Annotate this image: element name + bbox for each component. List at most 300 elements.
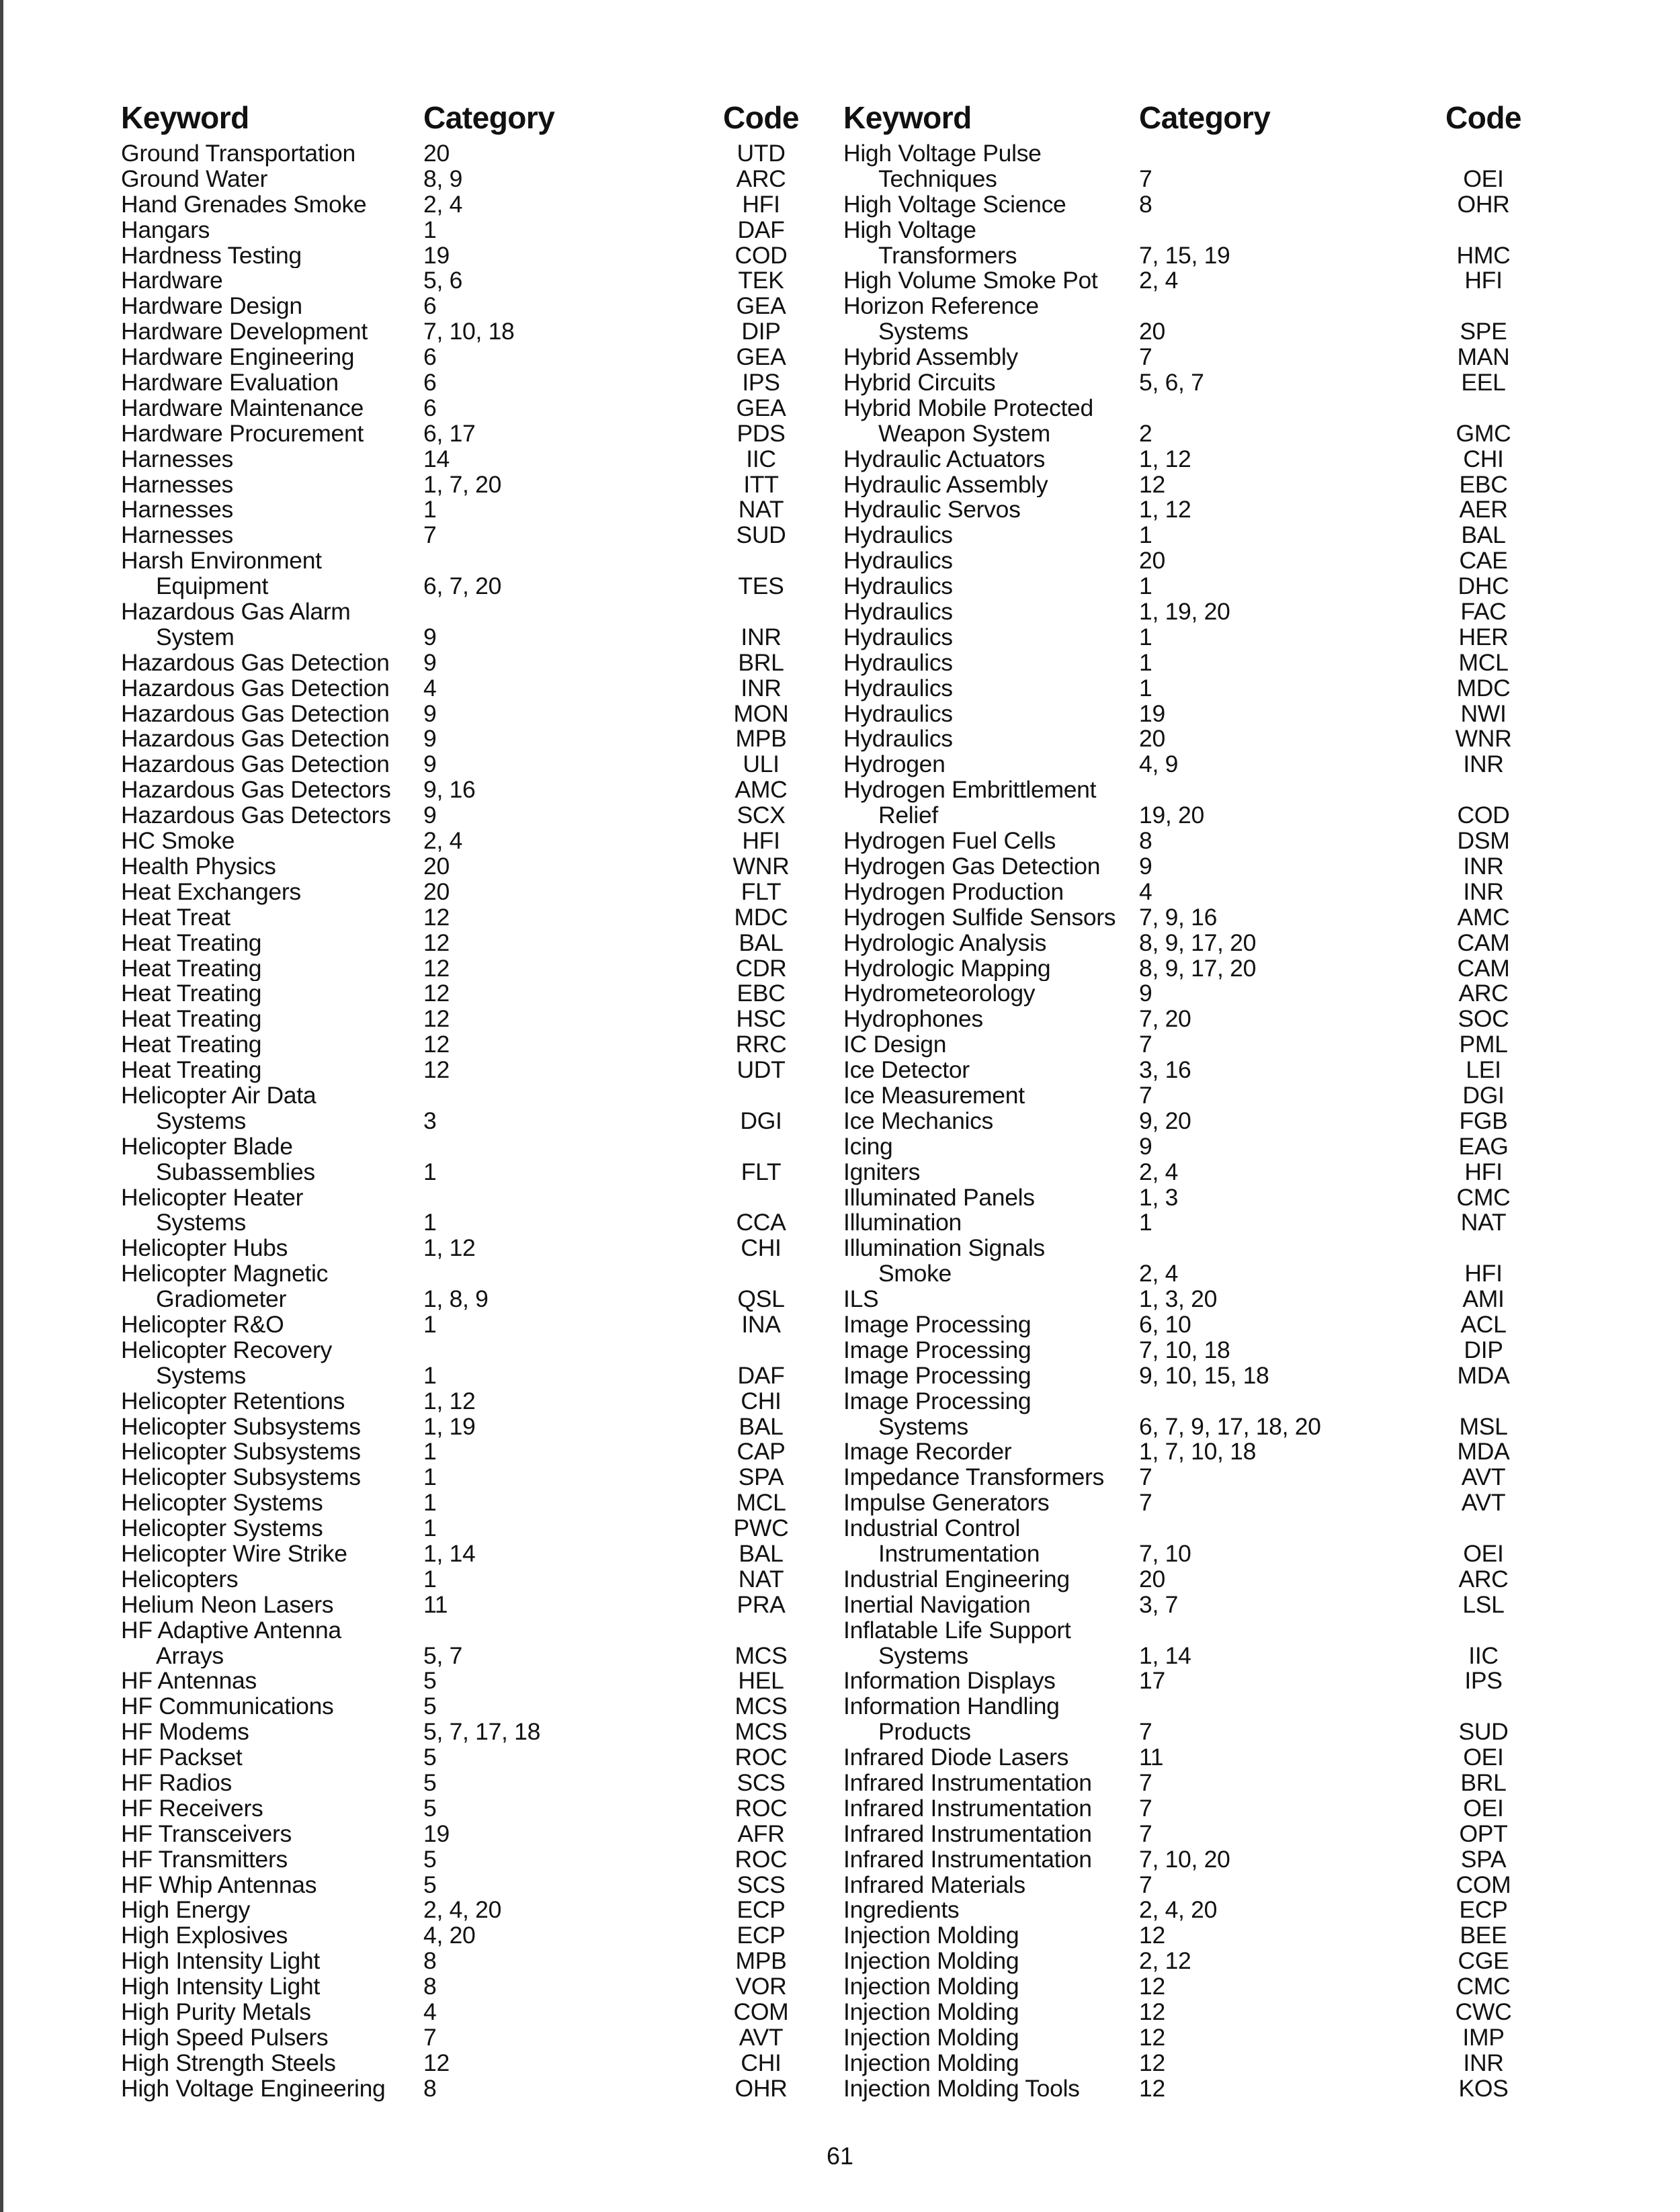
index-entry-row — [121, 1644, 816, 1669]
entry-keyword: High Voltage Science — [843, 192, 1066, 218]
entry-category: 7 — [1139, 1082, 1152, 1109]
index-entry-row — [121, 319, 816, 345]
entry-category: 7 — [1139, 1490, 1152, 1517]
entry-code: FLT — [741, 878, 782, 905]
entry-code: CGE — [1458, 1947, 1509, 1975]
entry-keyword: Infrared Instrumentation — [843, 1846, 1092, 1873]
entry-keyword: Infrared Instrumentation — [843, 1821, 1092, 1847]
entry-keyword: Helicopter Retentions — [121, 1388, 345, 1414]
entry-code: HSC — [736, 1005, 786, 1033]
index-entry-row — [843, 880, 1546, 905]
entry-code: BRL — [1460, 1769, 1507, 1796]
index-entry-row — [121, 1745, 816, 1771]
index-entry-row — [121, 1822, 816, 1847]
entry-code: NWI — [1460, 699, 1507, 727]
index-entry-row — [843, 1847, 1546, 1873]
index-entry-row — [843, 2051, 1546, 2076]
index-entry-row — [121, 2000, 816, 2025]
index-entry-row — [121, 1592, 816, 1618]
index-entry-row — [121, 1389, 816, 1414]
entry-code — [1421, 1236, 1546, 1261]
index-entry-row — [843, 1058, 1546, 1083]
entry-keyword: Injection Molding — [843, 1974, 1019, 2000]
entry-keyword: HF Antennas — [121, 1668, 257, 1695]
entry-category: 1 — [423, 1566, 437, 1592]
entry-category: 7, 10, 18 — [1139, 1337, 1230, 1363]
index-entry-row — [843, 1949, 1546, 1974]
entry-code: MDC — [734, 903, 788, 931]
entry-code: CDR — [735, 954, 787, 982]
index-entry-row — [843, 345, 1546, 370]
index-entry-row — [843, 956, 1546, 982]
entry-code: COM — [1456, 1871, 1511, 1898]
index-entry-row — [121, 956, 816, 982]
entry-code: CMC — [1456, 1183, 1511, 1211]
entry-category: 4 — [423, 675, 437, 701]
entry-keyword: Systems — [156, 1363, 247, 1389]
entry-keyword: Helicopter Blade — [121, 1134, 293, 1160]
entry-keyword: Hazardous Gas Detectors — [121, 803, 391, 829]
entry-keyword: Hydraulics — [843, 701, 953, 727]
entry-code: FGB — [1459, 1107, 1508, 1134]
index-entry-row — [121, 1083, 816, 1109]
index-entry-row — [121, 1694, 816, 1719]
index-entry-row — [843, 1210, 1546, 1236]
entry-keyword: Image Processing — [843, 1388, 1032, 1414]
entry-category: 6, 7, 20 — [423, 574, 502, 600]
entry-code — [1421, 777, 1546, 803]
entry-category: 9 — [423, 726, 437, 753]
entry-keyword: Hydraulics — [843, 726, 953, 753]
entry-category: 12 — [1139, 472, 1165, 498]
entry-code — [1421, 294, 1546, 319]
entry-category: 1 — [1139, 1210, 1152, 1236]
index-entry-row — [843, 1134, 1546, 1160]
entry-keyword: High Strength Steels — [121, 2050, 336, 2076]
entry-code: KOS — [1458, 2074, 1509, 2102]
index-entry-row — [121, 1796, 816, 1822]
index-entry-row — [843, 625, 1546, 650]
entry-category — [423, 548, 706, 574]
entry-keyword: Impedance Transformers — [843, 1465, 1105, 1491]
entry-category: 1 — [423, 217, 437, 243]
entry-category: 19 — [423, 1821, 450, 1847]
entry-keyword: Heat Treating — [121, 981, 262, 1007]
entry-code: ROC — [734, 1744, 788, 1771]
entry-category: 7 — [1139, 1795, 1152, 1822]
index-entry-row — [843, 1694, 1546, 1719]
entry-category: 12 — [423, 1007, 450, 1033]
entry-code: INA — [741, 1310, 781, 1338]
scan-edge — [0, 0, 3, 2212]
entry-keyword: Hazardous Gas Detection — [121, 726, 390, 753]
entry-code: IPS — [1464, 1667, 1503, 1695]
index-entry-row — [121, 218, 816, 243]
entry-code: OEI — [1463, 165, 1504, 192]
entry-category: 6 — [423, 345, 437, 371]
entry-category: 1, 19, 20 — [1139, 599, 1230, 625]
index-entry-row — [121, 1873, 816, 1898]
index-entry-row — [843, 1261, 1546, 1287]
entry-category: 9 — [423, 650, 437, 676]
entry-category: 8, 9, 17, 20 — [1139, 955, 1257, 982]
entry-code: ECP — [1459, 1896, 1508, 1924]
entry-keyword: High Voltage Pulse — [843, 141, 1042, 167]
entry-category: 1 — [1139, 574, 1152, 600]
entry-code: BAL — [1461, 521, 1506, 549]
entry-code: FLT — [741, 1158, 782, 1185]
entry-code — [1421, 141, 1546, 167]
index-entry-row — [121, 1974, 816, 2000]
entry-category: 1, 8, 9 — [423, 1287, 489, 1312]
entry-keyword: Heat Treating — [121, 1058, 262, 1083]
entry-keyword: Systems — [156, 1210, 247, 1236]
entry-category: 2, 4 — [1139, 1261, 1179, 1287]
entry-category: 4, 20 — [423, 1923, 476, 1949]
entry-category: 7 — [1139, 1771, 1152, 1796]
entry-keyword: Hardware Evaluation — [121, 370, 339, 396]
entry-code — [1421, 396, 1546, 421]
entry-keyword: HF Radios — [121, 1771, 232, 1796]
index-entry-row — [121, 777, 816, 803]
index-entry-row — [843, 192, 1546, 218]
entry-keyword: Infrared Materials — [843, 1872, 1025, 1898]
index-entry-row — [843, 1007, 1546, 1032]
entry-keyword: Hazardous Gas Detection — [121, 752, 390, 778]
left-column — [121, 94, 816, 2102]
entry-category: 7, 20 — [1139, 1007, 1191, 1033]
entry-category: 1, 19 — [423, 1414, 476, 1440]
entry-category: 6 — [423, 294, 437, 320]
entry-code: CMC — [1456, 1973, 1511, 2000]
entry-code: ULI — [743, 751, 780, 778]
entry-keyword: HF Transceivers — [121, 1821, 292, 1847]
entry-category: 8 — [423, 1974, 437, 2000]
entry-code: PWC — [733, 1515, 789, 1542]
entry-keyword: IC Design — [843, 1032, 947, 1058]
entry-category: 4 — [1139, 879, 1152, 905]
entry-category: 12 — [423, 904, 450, 931]
entry-keyword: Hazardous Gas Alarm — [121, 599, 351, 625]
entry-code: MAN — [1457, 343, 1510, 371]
entry-category: 1, 3 — [1139, 1185, 1179, 1211]
index-entry-row — [843, 1873, 1546, 1898]
entry-category: 2, 4 — [1139, 268, 1179, 294]
entry-code: MDA — [1457, 1361, 1510, 1389]
entry-keyword: Helicopter Systems — [121, 1516, 323, 1541]
entry-category — [423, 1185, 706, 1211]
index-entry-row — [121, 1414, 816, 1440]
entry-category: 12 — [423, 2050, 450, 2076]
entry-code: SCS — [737, 1871, 786, 1898]
index-entry-row — [121, 243, 816, 269]
entry-code: AMC — [1457, 903, 1510, 931]
entry-code: HEL — [738, 1667, 784, 1695]
entry-category — [423, 599, 706, 625]
index-entry-row — [843, 1719, 1546, 1745]
entry-code: WNR — [732, 852, 790, 880]
entry-keyword: Helicopter Subsystems — [121, 1414, 361, 1440]
index-entry-row — [121, 396, 816, 421]
index-entry-row — [121, 1287, 816, 1312]
index-entry-row — [121, 1847, 816, 1873]
entry-keyword: High Purity Metals — [121, 2000, 311, 2025]
entry-category: 12 — [423, 930, 450, 956]
index-entry-row — [843, 1567, 1546, 1592]
entry-category: 1 — [423, 1516, 437, 1541]
index-entry-row — [121, 599, 816, 625]
entry-code: BAL — [739, 929, 784, 956]
index-entry-row — [121, 1210, 816, 1236]
entry-code: AMI — [1462, 1285, 1505, 1313]
entry-code — [706, 1134, 816, 1160]
entry-keyword: Hydrologic Mapping — [843, 955, 1051, 982]
entry-code: OEI — [1463, 1794, 1504, 1822]
entry-keyword: System — [156, 624, 235, 650]
index-entry-row — [121, 854, 816, 880]
index-entry-row — [121, 625, 816, 650]
entry-category: 8 — [1139, 828, 1152, 854]
entry-keyword: Hazardous Gas Detectors — [121, 777, 391, 804]
entry-keyword: Image Recorder — [843, 1439, 1012, 1465]
entry-code: DGI — [740, 1107, 782, 1134]
entry-category: 3 — [423, 1108, 437, 1134]
entry-code: ECP — [737, 1896, 786, 1924]
index-entry-row — [843, 1592, 1546, 1618]
index-entry-row — [121, 447, 816, 472]
entry-code — [1421, 1694, 1546, 1719]
index-entry-row — [843, 421, 1546, 447]
entry-keyword: Hydrogen — [843, 752, 946, 778]
entry-code: HER — [1458, 623, 1509, 650]
entry-keyword: Systems — [156, 1108, 247, 1134]
index-entry-row — [843, 1822, 1546, 1847]
index-entry-row — [121, 2025, 816, 2051]
index-entry-row — [843, 1185, 1546, 1211]
entry-category: 7 — [1139, 1032, 1152, 1058]
index-entry-row — [843, 1439, 1546, 1465]
entry-keyword: Hydraulics — [843, 548, 953, 575]
entry-keyword: Injection Molding — [843, 2000, 1019, 2025]
entry-category — [1139, 1236, 1421, 1261]
entry-keyword: Helicopter R&O — [121, 1312, 284, 1338]
entry-category: 14 — [423, 446, 450, 472]
index-entry-row — [843, 1414, 1546, 1440]
entry-code: INR — [1463, 852, 1504, 880]
entry-keyword: Hydrogen Fuel Cells — [843, 828, 1056, 854]
entry-category: 1 — [423, 497, 437, 523]
index-entry-row — [843, 650, 1546, 676]
index-entry-row — [121, 1923, 816, 1949]
entry-category — [1139, 777, 1421, 803]
entry-code: AVT — [1461, 1463, 1506, 1491]
entry-code: NAT — [1460, 1209, 1507, 1236]
entry-keyword: Igniters — [843, 1159, 921, 1185]
entry-keyword: Infrared Diode Lasers — [843, 1745, 1069, 1771]
entry-category: 1, 3, 20 — [1139, 1287, 1218, 1312]
entry-code — [1421, 1618, 1546, 1644]
right-entry-list — [843, 141, 1546, 2102]
index-entry-row — [843, 1032, 1546, 1058]
entry-keyword: Ice Detector — [843, 1058, 970, 1083]
entry-keyword: Hardware Maintenance — [121, 395, 364, 421]
index-entry-row — [843, 243, 1546, 269]
entry-keyword: Industrial Control — [843, 1516, 1020, 1541]
entry-code — [706, 599, 816, 625]
index-entry-row — [121, 1160, 816, 1185]
index-entry-row — [121, 268, 816, 294]
entry-keyword: Helicopter Magnetic — [121, 1261, 329, 1287]
entry-category: 5, 7, 17, 18 — [423, 1719, 541, 1746]
entry-code: AVT — [739, 2023, 784, 2051]
entry-code: OPT — [1459, 1820, 1508, 1847]
entry-category: 3, 16 — [1139, 1058, 1191, 1083]
entry-category: 5, 7 — [423, 1643, 463, 1669]
index-entry-row — [843, 1236, 1546, 1261]
index-entry-row — [121, 167, 816, 192]
index-entry-row — [121, 1618, 816, 1644]
entry-code: SUD — [1458, 1718, 1509, 1746]
entry-category: 7 — [1139, 1719, 1152, 1746]
index-entry-row — [121, 1490, 816, 1516]
entry-code: OEI — [1463, 1539, 1504, 1567]
entry-code: MPB — [735, 1947, 787, 1975]
entry-keyword: Injection Molding — [843, 2050, 1019, 2076]
entry-code — [706, 1083, 816, 1109]
entry-keyword: HF Communications — [121, 1694, 334, 1720]
entry-category: 12 — [1139, 2076, 1165, 2102]
index-entry-row — [121, 1058, 816, 1083]
entry-keyword: High Volume Smoke Pot — [843, 268, 1098, 294]
entry-category: 9 — [423, 752, 437, 778]
entry-keyword: High Energy — [121, 1898, 251, 1924]
entry-keyword: High Voltage — [843, 217, 976, 243]
entry-code: IPS — [742, 369, 780, 396]
index-entry-row — [843, 1771, 1546, 1796]
entry-category: 7 — [1139, 345, 1152, 371]
index-entry-row — [843, 1490, 1546, 1516]
entry-keyword: Hydraulic Servos — [843, 497, 1021, 523]
entry-code: MCL — [736, 1489, 786, 1517]
entry-code: INR — [741, 623, 782, 650]
index-entry-row — [843, 854, 1546, 880]
entry-keyword: Illumination — [843, 1210, 962, 1236]
entry-keyword: Icing — [843, 1134, 893, 1160]
entry-keyword: Ice Measurement — [843, 1082, 1025, 1109]
index-entry-row — [121, 1007, 816, 1032]
index-entry-row — [843, 1796, 1546, 1822]
entry-keyword: Helicopter Wire Strike — [121, 1541, 347, 1567]
entry-code: LEI — [1466, 1056, 1501, 1084]
entry-code: HFI — [742, 827, 780, 855]
index-entry-row — [121, 726, 816, 752]
index-entry-row — [843, 726, 1546, 752]
entry-code: CHI — [741, 1234, 782, 1262]
index-entry-row — [843, 1644, 1546, 1669]
entry-keyword: Hydrogen Gas Detection — [843, 853, 1101, 880]
entry-code — [706, 1338, 816, 1363]
entry-category: 7, 9, 16 — [1139, 904, 1218, 931]
entry-code: MCL — [1458, 648, 1509, 676]
entry-code: SCX — [737, 802, 786, 829]
entry-category — [423, 1618, 706, 1644]
entry-category: 5, 6, 7 — [1139, 370, 1204, 396]
entry-keyword: Weapon System — [878, 421, 1050, 447]
entry-keyword: Heat Exchangers — [121, 879, 301, 905]
entry-category: 3, 7 — [1139, 1592, 1179, 1618]
entry-code: INR — [1463, 2049, 1504, 2076]
entry-keyword: Injection Molding — [843, 2025, 1019, 2051]
entry-category: 17 — [1139, 1668, 1165, 1695]
index-entry-row — [121, 472, 816, 498]
entry-keyword: Industrial Engineering — [843, 1566, 1070, 1592]
index-entry-row — [843, 319, 1546, 345]
index-entry-row — [121, 676, 816, 701]
entry-category: 20 — [423, 141, 450, 167]
entry-code: DIP — [741, 318, 781, 345]
entry-category: 7 — [1139, 1821, 1152, 1847]
entry-category: 1, 12 — [423, 1388, 476, 1414]
entry-category — [1139, 1516, 1421, 1541]
entry-code: AER — [1459, 496, 1508, 523]
entry-keyword: HF Transmitters — [121, 1846, 288, 1873]
entry-category: 7 — [1139, 1465, 1152, 1491]
index-entry-row — [843, 1974, 1546, 2000]
entry-category: 5 — [423, 1872, 437, 1898]
entry-category: 2 — [1139, 421, 1152, 447]
index-entry-row — [843, 599, 1546, 625]
entry-code: WNR — [1455, 725, 1512, 753]
entry-keyword: Hydraulics — [843, 523, 953, 549]
entry-category: 1 — [1139, 523, 1152, 549]
index-entry-row — [121, 574, 816, 599]
left-header-row — [121, 94, 816, 141]
index-entry-row — [843, 1745, 1546, 1771]
index-entry-row — [843, 752, 1546, 777]
category-header: Category — [1139, 100, 1271, 135]
entry-keyword: Harnesses — [121, 472, 233, 498]
entry-keyword: Impulse Generators — [843, 1490, 1050, 1517]
entry-keyword: Helium Neon Lasers — [121, 1592, 334, 1618]
entry-keyword: Hazardous Gas Detection — [121, 701, 390, 727]
index-entry-row — [121, 1949, 816, 1974]
entry-keyword: Systems — [878, 1643, 969, 1669]
entry-code: ARC — [1458, 1565, 1509, 1592]
entry-code: CAM — [1457, 929, 1510, 956]
entry-category — [423, 1338, 706, 1363]
index-entry-row — [843, 370, 1546, 396]
entry-code: VOR — [735, 1973, 787, 2000]
index-entry-row — [843, 1668, 1546, 1694]
entry-keyword: HF Modems — [121, 1719, 249, 1746]
entry-code: SPE — [1460, 318, 1507, 345]
entry-code: DAF — [737, 1361, 785, 1389]
entry-category: 6 — [423, 370, 437, 396]
entry-code — [1421, 218, 1546, 243]
entry-keyword: Hardware Engineering — [121, 345, 355, 371]
index-entry-row — [843, 676, 1546, 701]
entry-code: BEE — [1460, 1922, 1507, 1949]
entry-category: 19 — [423, 243, 450, 269]
entry-keyword: Instrumentation — [878, 1541, 1040, 1567]
entry-category: 5 — [423, 1694, 437, 1720]
entry-code: SPA — [738, 1463, 784, 1491]
entry-keyword: Arrays — [156, 1643, 224, 1669]
entry-category: 5, 6 — [423, 268, 463, 294]
entry-keyword: Hydraulics — [843, 574, 953, 600]
entry-category: 1, 12 — [423, 1236, 476, 1262]
entry-code: UDT — [737, 1056, 786, 1084]
